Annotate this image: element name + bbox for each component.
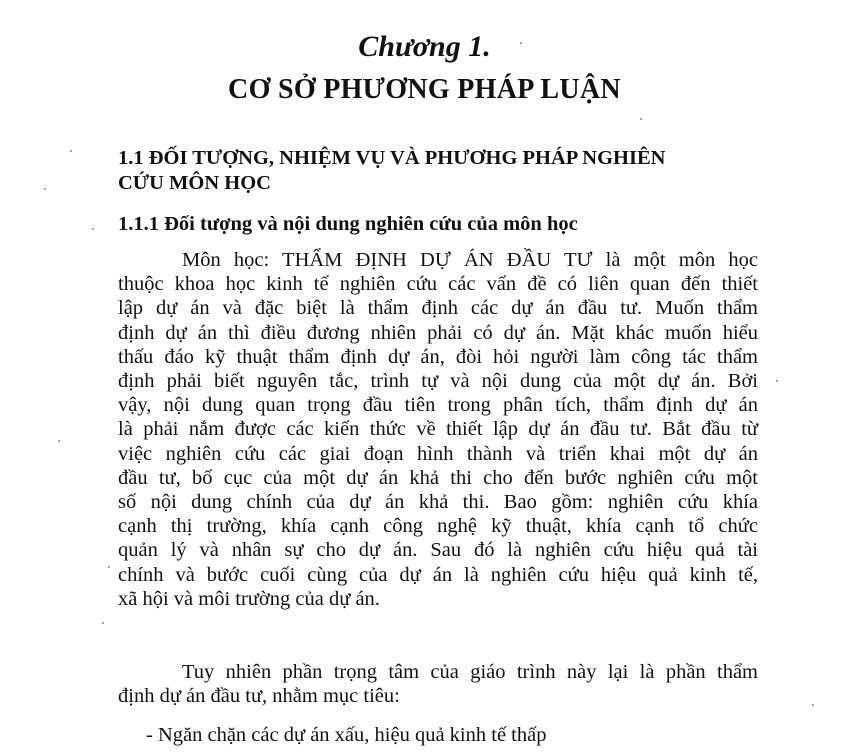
paragraph-line: lập dự án và đặc biệt là thẩm định các dự án đầu tư. Muốn thẩm bbox=[118, 297, 758, 320]
section-heading bbox=[118, 146, 768, 196]
scan-speck bbox=[640, 118, 642, 120]
paragraph-line: quản lý và nhân sự cho dự án. Sau đó là nghiên cứu hiệu quả tài bbox=[118, 539, 758, 562]
section-heading-line: CỨU MÔN HỌC bbox=[118, 172, 271, 194]
scan-speck bbox=[108, 566, 110, 568]
paragraph-line: đầu tư, bố cục của một dự án khả thi cho đến bước nghiên cứu một bbox=[118, 466, 758, 489]
scan-speck bbox=[70, 150, 72, 152]
paragraph-line: định dự án thì điều đương nhiên phải có dự án. Mặt khác muốn hiểu bbox=[118, 321, 758, 344]
scan-speck bbox=[58, 440, 60, 442]
paragraph-line: định phải biết nguyên tắc, trình tự và nội dung của một dự án. Bởi bbox=[118, 370, 758, 393]
chapter-label: Chương 1. bbox=[358, 30, 491, 63]
paragraph-line: vậy, nội dung quan trọng đầu tiên trong phân tích, thẩm định dự án bbox=[118, 394, 758, 417]
paragraph-line: việc nghiên cứu các giai đoạn hình thành và triển khai một dự án bbox=[118, 442, 758, 465]
paragraph-1 bbox=[118, 248, 758, 611]
scan-speck bbox=[44, 188, 46, 190]
section-heading-line: 1.1 ĐỐI TƯỢNG, NHIỆM VỤ VÀ PHƯƠHG PHÁP NGHIÊN bbox=[118, 147, 666, 169]
paragraph-line: xã hội và môi trường của dự án. bbox=[118, 587, 380, 610]
scan-speck bbox=[776, 380, 778, 382]
scan-speck bbox=[520, 42, 522, 44]
paragraph-line: là phải nắm được các kiến thức về thiết lập dự án đầu tư. Bắt đầu từ bbox=[118, 418, 758, 441]
paragraph-line: chính và bước cuối cùng của dự án là nghiên cứu hiệu quả kinh tế, bbox=[118, 563, 758, 586]
paragraph-line: cạnh thị trường, khía cạnh công nghệ kỹ thuật, khía cạnh tổ chức bbox=[118, 515, 758, 538]
subsection-heading: 1.1.1 Đối tượng và nội dung nghiên cứu của môn học bbox=[118, 213, 578, 235]
bullet-item: - Ngăn chặn các dự án xấu, hiệu quả kinh tế thấp bbox=[146, 724, 547, 746]
paragraph-line: thấu đáo kỹ thuật thẩm định dự án, đòi hỏi người làm công tác thẩm bbox=[118, 345, 758, 368]
chapter-title: CƠ SỞ PHƯƠNG PHÁP LUẬN bbox=[228, 74, 621, 105]
scan-speck bbox=[102, 622, 104, 624]
scan-speck bbox=[92, 228, 94, 230]
scan-speck bbox=[812, 704, 814, 706]
paragraph-line: Tuy nhiên phần trọng tâm của giáo trình này lại là phần thẩm bbox=[182, 661, 758, 683]
paragraph-line: định dự án đầu tư, nhằm mục tiêu: bbox=[118, 685, 400, 708]
paragraph-line: số nội dung chính của dự án khả thi. Bao gồm: nghiên cứu khía bbox=[118, 491, 758, 514]
paragraph-line: thuộc khoa học kinh tế nghiên cứu các vấn đề có liên quan đến thiết bbox=[118, 273, 758, 296]
paragraph-2 bbox=[118, 660, 758, 708]
paragraph-line: Môn học: THẨM ĐỊNH DỰ ÁN ĐẦU TƯ là một môn học bbox=[182, 249, 758, 271]
